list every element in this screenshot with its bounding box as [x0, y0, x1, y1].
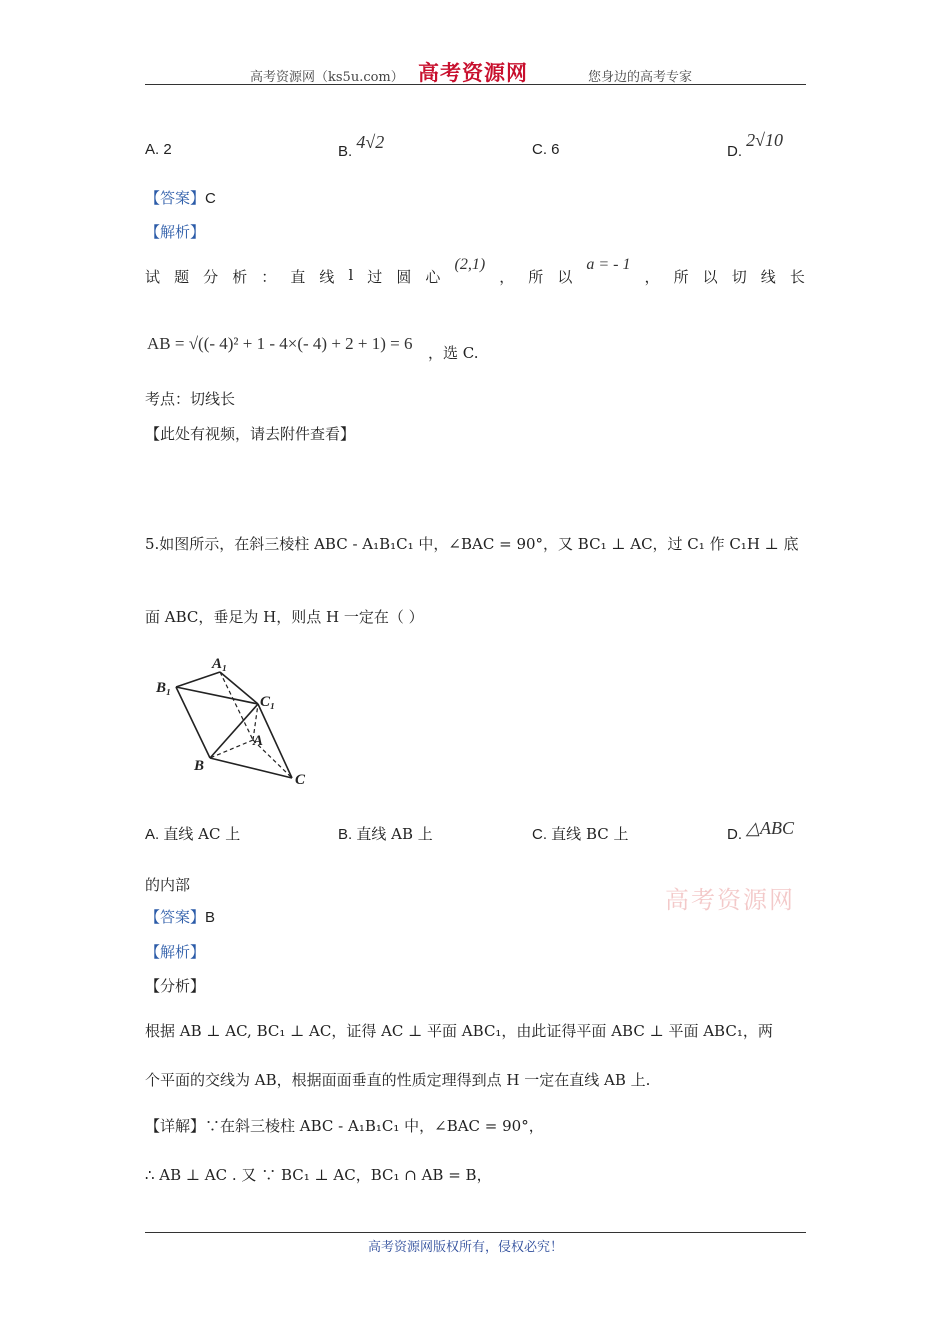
- q5-option-a: A. 直线 AC 上: [145, 825, 241, 843]
- edge-b1-c1: [176, 687, 258, 704]
- q4-analysis-tag: 【解析】: [145, 223, 206, 241]
- prism-figure: [150, 650, 320, 795]
- q5-fenxi-line1: 根据 AB ⊥ AC, BC₁ ⊥ AC，证得 AC ⊥ 平面 ABC₁，由此证得平面 ABC ⊥ 平面 ABC₁，两: [145, 1022, 773, 1040]
- q5-detail-line2: ∴ AB ⊥ AC . 又 ∵ BC₁ ⊥ AC，BC₁ ∩ AB = B，: [145, 1166, 492, 1184]
- q4-analysis-token: l: [348, 266, 354, 284]
- edge-a-b: [210, 740, 253, 758]
- q5-option-d: D. △ABC: [727, 818, 795, 843]
- header-rule: [145, 84, 806, 85]
- header-logo: 高考资源网: [418, 60, 528, 85]
- q4-analysis-token: 圆: [396, 268, 412, 286]
- q5-answer: 【答案】B: [145, 908, 216, 926]
- q4-formula: AB = √((- 4)² + 1 - 4×(- 4) + 2 + 1) = 6: [147, 334, 413, 353]
- q4-analysis-token: 切: [731, 268, 747, 286]
- q4-kaodian: 考点：切线长: [145, 390, 236, 408]
- label-c1: C₁: [260, 694, 276, 710]
- label-a1: A₁: [212, 656, 228, 672]
- watermark: 高考资源网: [665, 886, 795, 914]
- q4-analysis-token: 析: [232, 268, 248, 286]
- edge-b-c: [210, 758, 292, 778]
- edge-c1-c: [258, 704, 292, 778]
- q4-option-a: A. 2: [145, 141, 172, 158]
- edge-b1-b: [176, 687, 210, 758]
- q4-analysis-token: 题: [174, 268, 190, 286]
- q4-analysis-token: (2,1): [454, 256, 486, 273]
- header-right: 您身边的高考专家: [588, 70, 693, 85]
- edge-a1-a: [220, 672, 253, 740]
- q5-analysis-tag: 【解析】: [145, 943, 206, 961]
- q4-option-d: D. 2√10: [727, 130, 784, 160]
- q5-detail-line1: 【详解】∵在斜三棱柱 ABC - A₁B₁C₁ 中，∠BAC = 90°，: [145, 1117, 544, 1135]
- edge-a1-c1: [220, 672, 258, 704]
- q5-fenxi-tag: 【分析】: [145, 977, 206, 995]
- q4-answer: 【答案】C: [145, 189, 216, 207]
- footer-text: 高考资源网版权所有，侵权必究！: [368, 1240, 564, 1255]
- q4-analysis-token: 以: [702, 268, 718, 286]
- edge-b1-a1: [176, 672, 220, 687]
- q4-option-b: B. 4√2: [338, 132, 385, 160]
- footer-rule: [145, 1232, 806, 1233]
- q4-analysis-token: 试: [145, 268, 161, 286]
- q5-option-c: C. 直线 BC 上: [532, 825, 629, 843]
- label-a: A: [253, 733, 264, 749]
- q4-analysis-token: ，: [644, 268, 660, 286]
- q5-option-d-cont: 的内部: [145, 876, 191, 894]
- q4-option-c: C. 6: [532, 141, 560, 158]
- edge-b-c1: [210, 704, 258, 758]
- q5-fenxi-line2: 个平面的交线为 AB，根据面面垂直的性质定理得到点 H 一定在直线 AB 上.: [145, 1071, 651, 1089]
- q4-analysis-token: a = - 1: [586, 256, 631, 273]
- q4-analysis-line1: [145, 256, 805, 287]
- q4-analysis-token: 心: [425, 268, 441, 286]
- q5-stem-line1: 5.如图所示，在斜三棱柱 ABC - A₁B₁C₁ 中，∠BAC = 90°，又 BC₁ ⊥ AC，过 C₁ 作 C₁H ⊥ 底: [145, 535, 799, 553]
- q5-option-b: B. 直线 AB 上: [338, 825, 433, 843]
- label-c: C: [295, 772, 306, 788]
- q4-analysis-token: 所: [673, 268, 689, 286]
- q4-analysis-token: 长: [789, 268, 805, 286]
- label-b1: B₁: [156, 680, 172, 696]
- header-left: 高考资源网（ks5u.com）: [250, 70, 404, 85]
- q4-analysis-token: 线: [319, 268, 335, 286]
- q4-analysis-token: 所: [528, 268, 544, 286]
- q4-video-note: 【此处有视频，请去附件查看】: [145, 425, 356, 443]
- q4-formula-tail: ，选 C.: [428, 344, 479, 362]
- q4-analysis-token: ：: [261, 268, 277, 286]
- q4-analysis-token: 线: [760, 268, 776, 286]
- q4-analysis-token: 过: [367, 268, 383, 286]
- q4-analysis-token: ，: [499, 268, 515, 286]
- label-b: B: [194, 758, 205, 774]
- q4-analysis-token: 以: [557, 268, 573, 286]
- q5-stem-line2: 面 ABC，垂足为 H，则点 H 一定在（ ）: [145, 608, 424, 626]
- q4-analysis-token: 分: [203, 268, 219, 286]
- q4-analysis-token: 直: [290, 268, 306, 286]
